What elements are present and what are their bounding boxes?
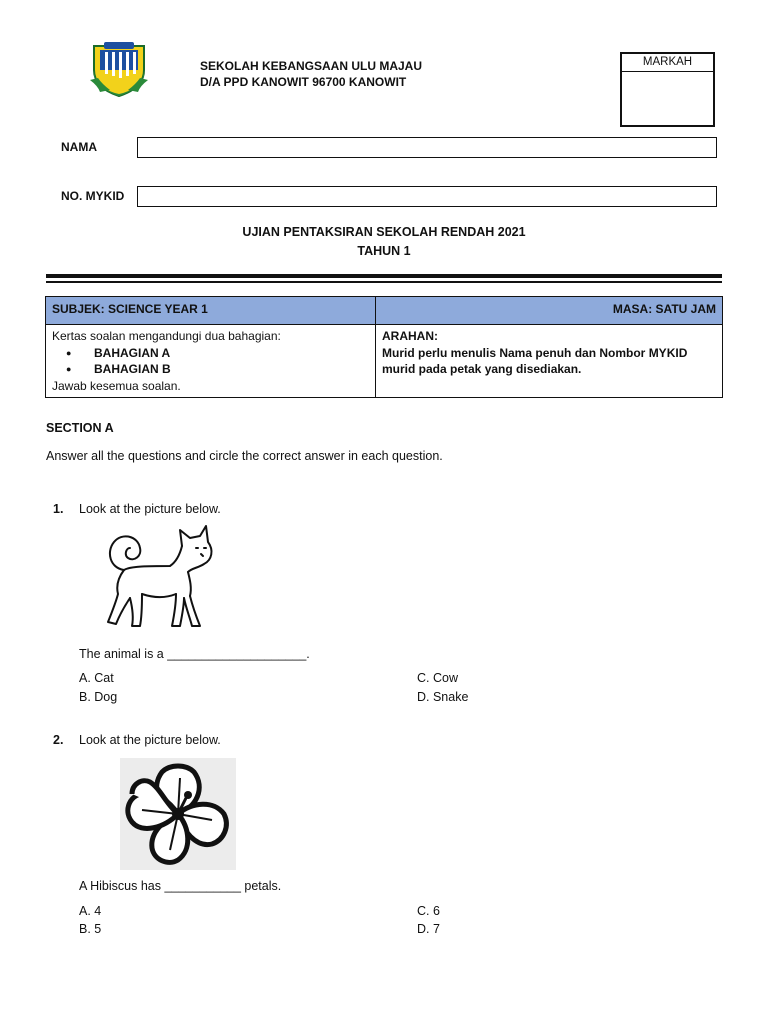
section-list-item: ● BAHAGIAN A <box>78 345 369 362</box>
paper-intro: Kertas soalan mengandungi dua bahagian: <box>52 329 281 343</box>
option-c[interactable]: C. Cow <box>417 671 458 685</box>
section-list-item: ● BAHAGIAN B <box>78 361 369 378</box>
exam-title: UJIAN PENTAKSIRAN SEKOLAH RENDAH 2021 <box>242 225 526 239</box>
subject-cell: SUBJEK: SCIENCE YEAR 1 <box>46 297 376 325</box>
section-a-instruction: Answer all the questions and circle the correct answer in each question. <box>46 449 443 463</box>
school-name: SEKOLAH KEBANGSAAN ULU MAJAU <box>200 59 423 73</box>
school-header <box>200 58 422 90</box>
question-stem: A Hibiscus has ___________ petals. <box>79 879 282 893</box>
divider-thin <box>46 281 722 283</box>
nama-label: NAMA <box>61 140 97 154</box>
section-list <box>52 345 369 378</box>
question-prompt: Look at the picture below. <box>79 733 221 747</box>
dog-illustration <box>100 522 218 638</box>
question-number: 2. <box>53 733 64 747</box>
markah-box[interactable] <box>620 52 715 127</box>
arahan-text: Murid perlu menulis Nama penuh dan Nombor MYKID murid pada petak yang disediakan. <box>382 345 688 376</box>
divider-thick <box>46 274 722 278</box>
option-a[interactable]: A. Cat <box>79 671 114 685</box>
paper-info-cell <box>46 325 376 398</box>
option-a[interactable]: A. 4 <box>79 904 102 918</box>
arahan-label: ARAHAN: <box>382 329 438 343</box>
answer-all-note: Jawab kesemua soalan. <box>52 378 181 393</box>
mykid-field[interactable] <box>137 186 717 207</box>
markah-label: MARKAH <box>622 54 713 72</box>
time-cell: MASA: SATU JAM <box>376 297 723 325</box>
hibiscus-illustration <box>120 758 236 870</box>
question-number: 1. <box>53 502 64 516</box>
school-address: D/A PPD KANOWIT 96700 KANOWIT <box>200 75 407 89</box>
option-d[interactable]: D. Snake <box>417 690 469 704</box>
school-logo <box>88 40 150 98</box>
option-d[interactable]: D. 7 <box>417 922 440 936</box>
exam-year: TAHUN 1 <box>357 244 411 258</box>
option-c[interactable]: C. 6 <box>417 904 440 918</box>
option-b[interactable]: B. Dog <box>79 690 118 704</box>
question-stem: The animal is a ____________________. <box>79 647 310 661</box>
section-a-title: SECTION A <box>46 421 114 435</box>
mykid-label: NO. MYKID <box>61 189 125 203</box>
option-b[interactable]: B. 5 <box>79 922 102 936</box>
nama-field[interactable] <box>137 137 717 158</box>
exam-info-table <box>45 296 723 398</box>
arahan-cell <box>376 325 723 398</box>
question-prompt: Look at the picture below. <box>79 502 221 516</box>
